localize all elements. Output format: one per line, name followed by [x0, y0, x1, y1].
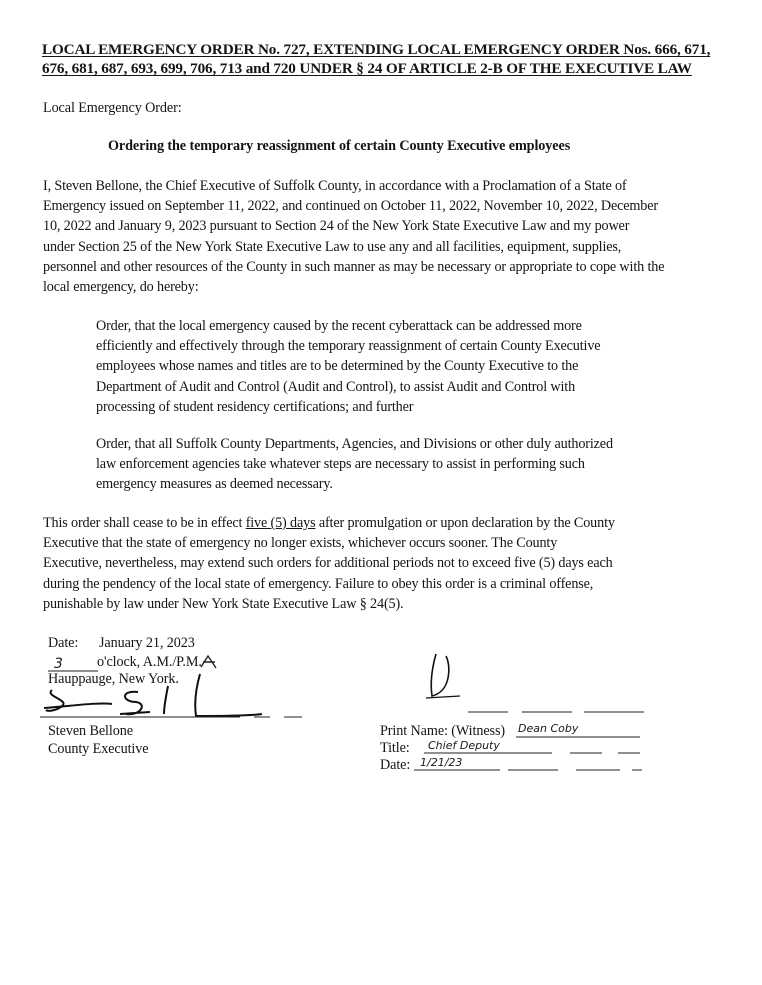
- order2-line: emergency measures as deemed necessary.: [96, 476, 333, 493]
- pm-strike-mark: [200, 654, 218, 670]
- executive-signature: [40, 672, 310, 724]
- closing-line: punishable by law under New York State Executive Law § 24(5).: [43, 595, 404, 612]
- order-clause-1: [96, 316, 600, 417]
- intro-line: under Section 25 of the New York State Executive Law to use any and all facilities, equipment, supplies,: [43, 238, 622, 255]
- date-label: Date:: [48, 635, 79, 651]
- title-line-2: 676, 681, 687, 693, 699, 706, 713 and 720 UNDER § 24 OF ARTICLE 2-B OF THE EXECUTIVE LAW: [42, 60, 692, 77]
- witness-title-label: Title:: [380, 740, 410, 756]
- closing-line: Executive, nevertheless, may extend such orders for additional periods not to exceed five (5) days each: [43, 555, 613, 572]
- oclock-text: o'clock, A.M./P.M.: [97, 654, 202, 670]
- order1-line: Order, that the local emergency caused by the recent cyberattack can be addressed more: [96, 318, 582, 334]
- witness-name-label: Print Name: (Witness): [380, 723, 505, 739]
- intro-line: Emergency issued on September 11, 2022, and continued on October 11, 2022, November 10, 2022, December: [43, 198, 658, 215]
- intro-line: personnel and other resources of the County in such manner as may be necessary or appropriate to cope with the: [43, 258, 665, 275]
- closing-line: during the pendency of the local state of emergency. Failure to obey this order is a criminal offense,: [43, 575, 594, 592]
- closing-line: Executive that the state of emergency no longer exists, whichever occurs sooner. The County: [43, 535, 558, 552]
- duration-underlined: five (5) days: [245, 515, 316, 531]
- svg-text:1/21/23: 1/21/23: [420, 756, 463, 769]
- document-title: [42, 40, 732, 78]
- order-subtitle: Ordering the temporary reassignment of certain County Executive employees: [108, 138, 571, 154]
- order-label: Local Emergency Order:: [43, 100, 182, 116]
- closing-line-1: This order shall cease to be in effect five (5) days after promulgation or upon declaration by the County: [43, 515, 615, 531]
- intro-paragraph: [43, 176, 664, 297]
- intro-line: I, Steven Bellone, the Chief Executive of Suffolk County, in accordance with a Proclamation of a State of: [43, 178, 627, 194]
- signer-title: County Executive: [48, 741, 149, 757]
- intro-line: local emergency, do hereby:: [43, 279, 199, 296]
- title-line-1: LOCAL EMERGENCY ORDER No. 727, EXTENDING LOCAL EMERGENCY ORDER Nos. 666, 671,: [42, 41, 711, 58]
- order1-line: Department of Audit and Control (Audit and Control), to assist Audit and Control with: [96, 378, 576, 395]
- signer-name: Steven Bellone: [48, 723, 133, 739]
- closing-paragraph: [43, 513, 615, 614]
- witness-date-handwritten: [414, 751, 646, 775]
- order1-line: efficiently and effectively through the temporary reassignment of certain County Executive: [96, 338, 601, 355]
- svg-text:Chief Deputy: Chief Deputy: [428, 739, 500, 752]
- order2-line: law enforcement agencies take whatever steps are necessary to assist in performing such: [96, 456, 585, 473]
- order1-line: processing of student residency certifications; and further: [96, 398, 414, 415]
- svg-text:Dean Coby: Dean Coby: [518, 722, 579, 735]
- place-text: Hauppauge, New York.: [48, 671, 179, 687]
- witness-date-label: Date:: [380, 757, 411, 773]
- order-clause-2: [96, 434, 613, 495]
- intro-line: 10, 2022 and January 9, 2023 pursuant to Section 24 of the New York State Executive Law and my power: [43, 218, 630, 235]
- witness-signature: [420, 648, 660, 718]
- date-value: January 21, 2023: [99, 635, 195, 651]
- order2-line: Order, that all Suffolk County Departments, Agencies, and Divisions or other duly authorized: [96, 436, 613, 452]
- order1-line: employees whose names and titles are to be determined by the County Executive to the: [96, 358, 579, 375]
- svg-text:3: 3: [54, 656, 63, 672]
